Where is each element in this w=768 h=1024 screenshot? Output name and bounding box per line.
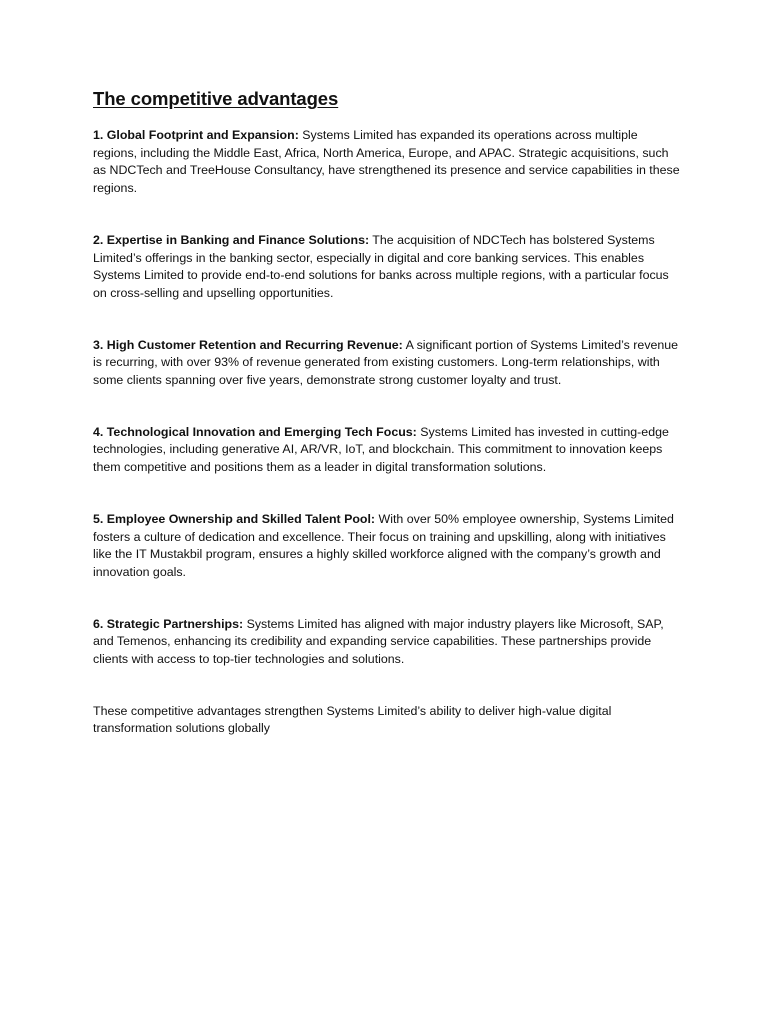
advantage-label: 2. Expertise in Banking and Finance Solutions: (93, 232, 370, 247)
advantage-item-4 (93, 424, 683, 477)
advantage-item-5 (93, 511, 683, 582)
advantage-text: Systems Limited has expanded its operations across multiple regions, including the Middle East, Africa, North America, Europe, and APAC. Strategic acquisitions, such as NDCTech and TreeHouse Consultancy, have strengthened its presence and service capabilities in these regions. (93, 128, 680, 196)
advantage-label: 3. High Customer Retention and Recurring Revenue: (93, 337, 403, 352)
advantage-item-2 (93, 232, 683, 303)
advantage-item-3 (93, 337, 683, 390)
advantage-text: Systems Limited has aligned with major industry players like Microsoft, SAP, and Temenos, enhancing its credibility and expanding service capabilities. These partnerships provide clients with access to top-tier technologies and solutions. (93, 616, 664, 667)
advantage-label: 5. Employee Ownership and Skilled Talent Pool: (93, 511, 376, 526)
advantage-label: 6. Strategic Partnerships: (93, 616, 244, 631)
advantage-label: 1. Global Footprint and Expansion: (93, 128, 299, 142)
advantage-label: 4. Technological Innovation and Emerging Tech Focus: (93, 424, 417, 439)
advantage-text: Systems Limited has invested in cutting-edge technologies, including generative AI, AR/VR, IoT, and blockchain. This commitment to innovation keeps them competitive and positions them as a leader in digital transformation solutions. (93, 424, 669, 475)
advantage-text: The acquisition of NDCTech has bolstered Systems Limited’s offerings in the banking sector, especially in digital and core banking services. This enables Systems Limited to provide end-to-end solutions for banks across multiple regions, with a particular focus on cross-selling and upselling opportunities. (93, 232, 669, 300)
advantage-item-6 (93, 616, 683, 669)
closing-paragraph: These competitive advantages strengthen Systems Limited’s ability to deliver high-value digital transformation solutions globally (93, 703, 612, 736)
document-title: The competitive advantages (93, 88, 339, 109)
advantage-item-1 (93, 127, 683, 198)
advantage-text: A significant portion of Systems Limited’s revenue is recurring, with over 93% of revenue generated from existing customers. Long-term relationships, with some clients spanning over five years, demonstrate strong customer loyalty and trust. (93, 337, 679, 388)
advantage-text: With over 50% employee ownership, Systems Limited fosters a culture of dedication and excellence. Their focus on training and upskilling, along with initiatives like the IT Mustakbil program, ensures a highly skilled workforce aligned with the company’s growth and innovation goals. (93, 511, 674, 579)
document-page (93, 88, 683, 738)
